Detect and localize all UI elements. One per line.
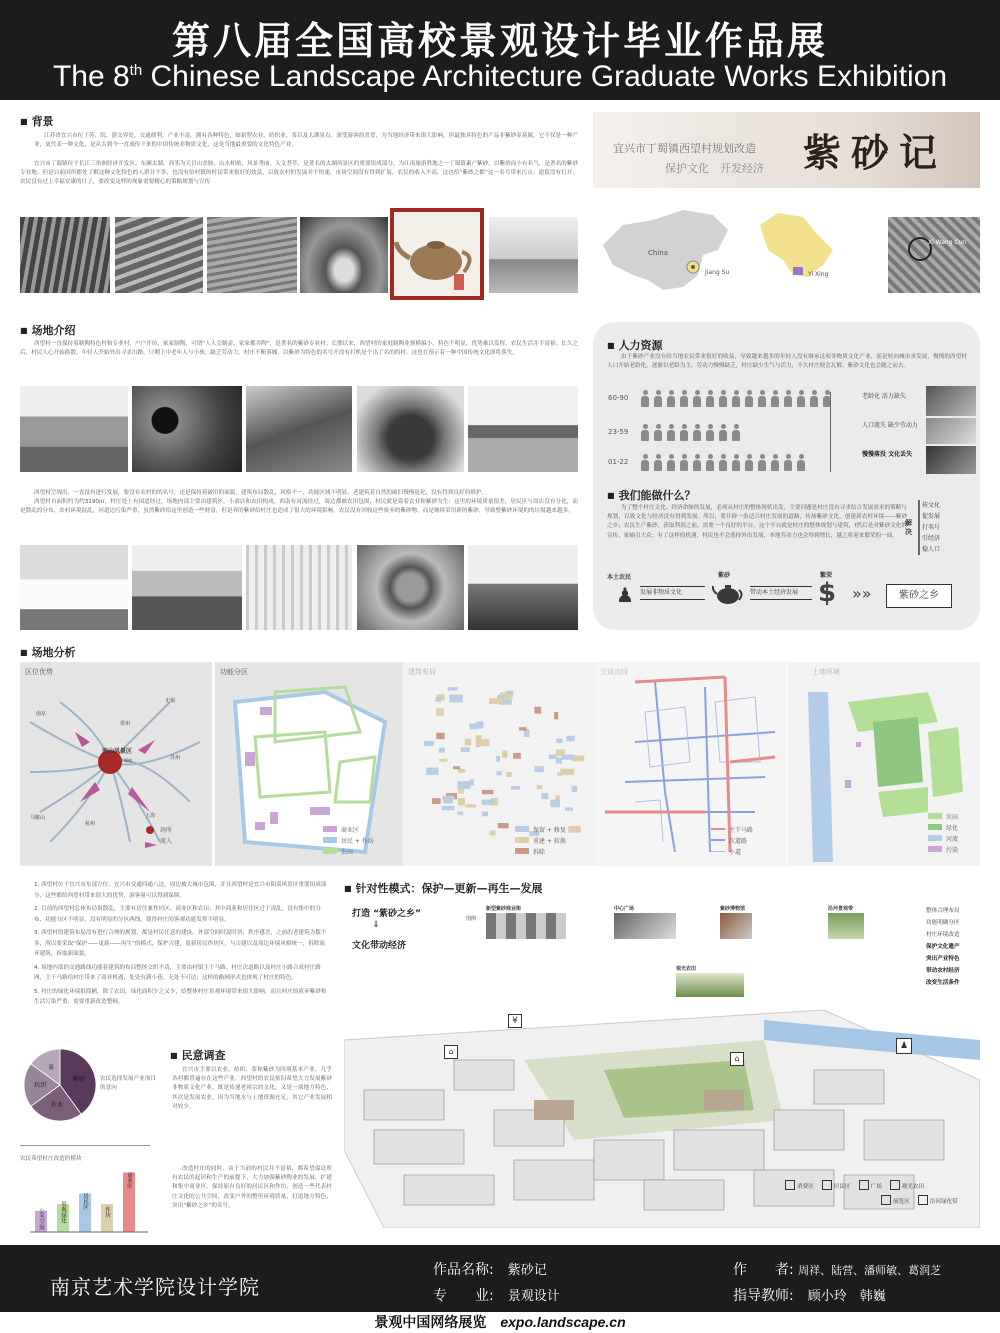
building-block bbox=[568, 826, 581, 833]
label-sightseeing-farm: 观光农田 bbox=[676, 966, 697, 972]
building-block bbox=[476, 739, 490, 746]
label-commercial-street: 新型紫砂商业街 bbox=[486, 906, 522, 912]
person-icon bbox=[640, 424, 650, 441]
photo-riverside bbox=[828, 913, 864, 939]
person-icon bbox=[679, 454, 689, 471]
person-icon bbox=[692, 390, 702, 407]
title-chinese: 第八届全国高校景观设计毕业作品展 bbox=[171, 19, 828, 63]
calligraphy-title: 紫砂记 bbox=[803, 130, 948, 175]
label-nanjing: 南京 bbox=[36, 711, 47, 717]
legend-river-green: 沿河绿化带 bbox=[918, 1195, 958, 1210]
solve-item: 引经济 bbox=[922, 535, 941, 542]
building-block bbox=[534, 707, 541, 714]
map-traffic-flow bbox=[595, 662, 787, 866]
pie-label: 农业 bbox=[50, 1101, 63, 1109]
person-icon bbox=[731, 390, 741, 407]
flow-farmer-label: 本土农民 bbox=[607, 574, 632, 581]
person-icon bbox=[783, 390, 793, 407]
label-suzhou: 苏州 bbox=[170, 755, 181, 761]
legend-land bbox=[928, 812, 958, 856]
flow-boost-economy: 带动本土经济发展 bbox=[750, 586, 812, 600]
person-icon bbox=[653, 454, 663, 471]
person-icon bbox=[705, 454, 715, 471]
age-label-01-22: 01-22 bbox=[608, 458, 629, 466]
legend-inflow: 流入 bbox=[160, 838, 173, 845]
solve-item: 打名号 bbox=[922, 524, 941, 531]
person-icon bbox=[653, 424, 663, 441]
flow-prosper-label: 繁荣 bbox=[820, 572, 833, 579]
building-block bbox=[554, 712, 558, 719]
person-icon bbox=[640, 454, 650, 471]
axonometric-legend bbox=[785, 1180, 975, 1210]
building-block bbox=[565, 807, 573, 810]
legend-rebuild: 重建 + 转换 bbox=[515, 836, 566, 847]
building-block bbox=[542, 793, 549, 799]
legend-secondary-road: 次道路 bbox=[711, 836, 753, 847]
building-block bbox=[519, 727, 527, 730]
photo-village-house bbox=[20, 545, 128, 630]
exhibition-header bbox=[0, 0, 1000, 100]
legend-plaza: 广场 bbox=[859, 1180, 882, 1195]
legend-main-road: 主干马路 bbox=[711, 825, 753, 836]
photo-elderly bbox=[926, 386, 976, 416]
legend-farmland: 农田 bbox=[323, 847, 374, 858]
authors-row: 作 者: 周祥、陆营、潘师敏、葛润芝 bbox=[733, 1262, 942, 1278]
people-icon: ♟ bbox=[896, 1038, 912, 1054]
person-icon bbox=[692, 454, 702, 471]
person-icon bbox=[666, 454, 676, 471]
legend-river: 河流 bbox=[928, 834, 958, 845]
point-1: 1. 西望村位于宜兴市东部方位，宜兴市交通四通八达，周边被大城市包围，并且西望村是宜兴市阳羡风景区重要组成部分，这些都给西望村带来很大的优势，游客量可以得到保障。 bbox=[34, 882, 327, 899]
photo-farmland bbox=[468, 545, 578, 630]
building-block bbox=[502, 750, 507, 757]
bar-label: 商业区 bbox=[126, 1172, 132, 1189]
bar-chart-divider bbox=[20, 1145, 150, 1146]
building-block bbox=[443, 796, 453, 804]
photo-teapots bbox=[357, 386, 464, 472]
building-block bbox=[497, 771, 502, 775]
photo-sightseeing-farm bbox=[676, 973, 744, 997]
legend-farm: 观光农田 bbox=[890, 1180, 924, 1195]
arrows-icon: »» bbox=[852, 584, 872, 603]
bar-chart-title: 农民希望村庄改造的模块 bbox=[20, 1156, 82, 1162]
building-block bbox=[560, 769, 574, 775]
building-block bbox=[534, 766, 543, 772]
building-block bbox=[465, 739, 471, 746]
person-icon bbox=[809, 390, 819, 407]
section-hr-heading: ■ 人力资源 bbox=[607, 337, 663, 353]
project-subtitle: 宜兴市丁蜀镇西望村规划改造 bbox=[613, 142, 756, 155]
person-icon bbox=[653, 390, 663, 407]
person-icon bbox=[744, 454, 754, 471]
building-block bbox=[424, 741, 434, 746]
photo-pottery-waste bbox=[357, 545, 464, 630]
person-icon bbox=[757, 390, 767, 407]
photo-textile-factory bbox=[115, 217, 203, 293]
building-block bbox=[436, 708, 444, 716]
strategy-item: 功能明确分区 bbox=[926, 920, 960, 926]
map-function-zoning bbox=[215, 662, 407, 866]
label-changzhou: 常州 bbox=[120, 721, 131, 727]
legend-residential: 居民 + 作坊 bbox=[323, 836, 374, 847]
strategy-item: 村庄环境改造 bbox=[926, 932, 960, 938]
strategy-item: 整体合理布局 bbox=[926, 908, 960, 914]
photo-harvest-vegetables bbox=[300, 217, 388, 293]
person-icon bbox=[718, 390, 728, 407]
sequence-label: 图例 bbox=[466, 916, 477, 922]
building-block bbox=[537, 785, 542, 789]
person-icon bbox=[679, 390, 689, 407]
hr-paragraph: 由于紫砂产业没有给当地农民带来很好的收益，导致越来越多的年轻人没有继承这项非物质文化产业，而是转向城市求发展，慢慢的西望村人口开始老龄化，逐渐以老龄为主，劳动力慢慢缺乏，村庄缺少生气与活力，不久村庄便会瓦解，紫砂文化也会随之而去。 bbox=[607, 354, 967, 370]
solve-label: 解决 bbox=[905, 519, 912, 536]
building-block bbox=[482, 812, 488, 817]
people-row-60-90 bbox=[640, 390, 835, 408]
building-block bbox=[511, 786, 520, 789]
survey-pie-chart bbox=[20, 1045, 100, 1125]
background-paragraph-1: 江苏省宜兴市位于苏、皖、浙交界处，交通便利，产业丰富，拥有各种特色，如新型农业、纺织业、茶以及太湖景点，深受游客的喜爱，为当地经济带来很大影响，但最独具特色的产品非紫砂壶莫属，它不仅是一种产业，更代表一种文化，是从古到今一直流传下来的中国传统非物质文化，这是当地最重要的文化特色产业。 bbox=[34, 133, 578, 149]
person-icon bbox=[666, 424, 676, 441]
person-icon bbox=[705, 390, 715, 407]
label-china: China bbox=[648, 249, 668, 257]
bar-label: 公共空间 bbox=[38, 1208, 44, 1230]
building-block bbox=[442, 806, 455, 810]
building-block bbox=[457, 812, 463, 815]
farmer-icon: ♟ bbox=[616, 583, 634, 607]
map-land-environment bbox=[788, 662, 980, 866]
building-block bbox=[482, 800, 494, 806]
project-title-card bbox=[593, 112, 980, 188]
wecan-paragraph: 为了整个村庄文化、经济命脉的发展，必须从村庄的整体现状出发，主要问题是村庄没有寻求结合发展需求的策略与规划，以致文化与经济没有得到发展。所以，要开辟一条适合村庄发展的道路，传扬紫砂文化，创建新农村环境——紫砂之乡；农民生产紫砂，获取利润之前，需要一个良好的平台，这个平台就是村庄的整体规划与建筑，f然后是对紫砂文化的宣传，家喻引大众；有了这样的机遇，村民也不会选择外出发展，本地劳动力也会得到增长，越之将迎来繁荣的一面。 bbox=[607, 505, 907, 539]
building-block bbox=[566, 736, 574, 741]
major-row: 专 业: 景观设计 bbox=[433, 1288, 560, 1304]
building-block bbox=[432, 798, 441, 804]
age-label-23-59: 23-59 bbox=[608, 428, 629, 436]
photo-kiln-mouth bbox=[132, 386, 242, 472]
flow-zisha-hometown: 紫砂之乡 bbox=[886, 584, 952, 608]
strategy-list bbox=[926, 905, 960, 989]
bracket-line bbox=[830, 392, 831, 472]
solve-item: 稳人口 bbox=[922, 546, 941, 553]
strategy-item: 保护文化遗产 bbox=[926, 944, 960, 950]
solve-list bbox=[922, 500, 940, 555]
strategy-slogan-2: 文化带动经济 bbox=[352, 941, 407, 951]
photo-pottery-storage bbox=[20, 386, 128, 472]
legend-demolish: 拆除 bbox=[515, 847, 566, 858]
person-icon bbox=[731, 424, 741, 441]
map-location-advantage bbox=[20, 662, 212, 866]
building-block bbox=[572, 786, 578, 792]
strategy-item: 带动农村经济 bbox=[926, 968, 960, 974]
point-3: 3. 西望村的建筑布局没有进行合理的规划，都是村民任意的建设，外部空间时混时挤，秩序感差，之前的老建筑为数不多，所以要采取“保护——更新——再生”的模式，保护古建，更新居民作坊区，与古建以及周边环境风格统一，拆除废弃建筑，拆取新面貌。 bbox=[34, 930, 327, 957]
flow-zisha-label: 紫砂 bbox=[718, 572, 731, 579]
building-block bbox=[436, 733, 444, 739]
person-icon bbox=[640, 390, 650, 407]
photo-museum bbox=[720, 913, 752, 939]
photo-taihu-lake bbox=[489, 217, 578, 293]
building-block bbox=[458, 769, 465, 773]
label-jiangsu: Jiang Su bbox=[705, 269, 730, 276]
flow-develop-culture: 发展非物质文化 bbox=[640, 586, 705, 600]
photo-zisha-teapot bbox=[390, 208, 484, 300]
label-riverside: 沿河景观带 bbox=[828, 906, 854, 912]
legend-function bbox=[323, 825, 374, 858]
survey-paragraph-1: 宜兴市主要以农业、纺织、茶和紫砂为四项基本产业，几乎各村都普遍存在这些产业，西望村的农民依旧希望大力发展紫砂非物质文化产业，既是传递老祖宗的文化，又是一项地方特色，其次是发展农业，因为当地水与土地资源充足，其它产业发展相对较少。 bbox=[172, 1067, 332, 1110]
yen-icon: ¥ bbox=[508, 1014, 522, 1028]
site-paragraph-2: 西望村呈现出，一直没有进行发展，要没有农村的的名号，还是保持着破旧的面貌，建筑布局散乱，风格不一，功能区域不明显，老建筑着自然的破旧慢慢退化，没有得到良好的维护。 bbox=[34, 490, 488, 496]
building-block bbox=[448, 687, 458, 690]
building-block bbox=[439, 759, 447, 762]
legend-exhibition: 展览区 bbox=[881, 1195, 910, 1210]
people-row-23-59 bbox=[640, 424, 744, 442]
pie-label: 紫砂 bbox=[72, 1075, 85, 1083]
section-wecan-heading: ■ 我们能做什么？ bbox=[607, 487, 696, 503]
building-block bbox=[469, 723, 478, 729]
label-hangzhou: 杭州 bbox=[85, 821, 96, 827]
legend-row bbox=[785, 1195, 975, 1210]
legend-row bbox=[785, 1180, 975, 1195]
map-title-function: 功能分区 bbox=[220, 668, 248, 676]
legend-site: 场所 bbox=[160, 827, 173, 834]
title-english: The 8th Chinese Landscape Architecture Graduate Works Exhibition bbox=[52, 60, 948, 93]
label-wuxi: 无锡 bbox=[165, 698, 176, 704]
building-block bbox=[562, 754, 575, 759]
person-icon bbox=[718, 454, 728, 471]
legend-pollution: 污染 bbox=[928, 845, 958, 856]
legend-residence: 居民区 bbox=[822, 1180, 851, 1195]
bar-label: 作坊 bbox=[104, 1206, 110, 1218]
pie-note: 农民选择发展产业项目的意向 bbox=[100, 1076, 156, 1091]
photo-central-plaza bbox=[614, 913, 676, 939]
site-paragraph-1: 西望村一直保持着制陶特色村和专业村，户户开坊，家家制陶，可谓“人人会制壶，家家都弄陶”，是著名的紫砂专业村；长期以来，西望村的家庭制陶业规模偏小，特色不明显，优势难以发挥，农民生活并不富裕；长久之后，村民人心开始涣散，年轻人开始外出寻求出路，只剩下中老年人与小孩，缺乏劳动力，村庄不断落魄，以紫砂为特色的名号开没有打机是个出了名的的村。这也在预示着一种中国传统文化即将落失。 bbox=[20, 341, 578, 357]
legend-greenery: 绿化 bbox=[928, 823, 958, 834]
label-dingshu: 丁蜀镇 bbox=[120, 758, 132, 763]
building-block bbox=[504, 695, 513, 699]
legend-farmland: 农田 bbox=[928, 812, 958, 823]
building-block bbox=[426, 768, 438, 775]
section-strategy-heading: ■ 针对性模式：保护—更新—再生—发展 bbox=[344, 880, 543, 896]
building-block bbox=[556, 739, 562, 743]
person-icon bbox=[796, 454, 806, 471]
down-arrow-icon: ⇓ bbox=[372, 920, 380, 930]
label-shanghai: 上海 bbox=[145, 813, 156, 819]
legend-buildings bbox=[515, 825, 566, 858]
building-block bbox=[458, 798, 465, 806]
point-4: 4. 场地内部的交通路线功能着建筑的布局整体交织不清，主要由村镇主干马路、村庄次道路以及村庄小路合成村庄路网，主干马路给村庄带来了商业机遇，处处有满小巷，无处不可达；这样的路网形式也体现了村庄的特色。 bbox=[34, 964, 321, 981]
label-museum: 紫砂博物馆 bbox=[720, 906, 746, 912]
photo-craftsmen bbox=[246, 386, 352, 472]
building-block bbox=[496, 756, 500, 762]
survey-bar-chart bbox=[30, 1160, 150, 1235]
house-icon: ⌂ bbox=[444, 1045, 458, 1059]
school-name: 南京艺术学院设计学院 bbox=[50, 1275, 260, 1299]
label-xiwangcun: Xi Wang Cun bbox=[928, 239, 967, 246]
site-paragraph-3: 西望村自面积约为约3190㎡，村庄处上有国道经过，场地内部主要由建筑区、小商店和农田构成，西南有河流经过，周边都被农田包围，村民就是靠着农业和紫砂为生：这里的环境质量很差，居民区与商店没有分化，而是散乱的分布，农村环境混乱，河道边污染严重，虽然紫砂给这里创造一些财富，但是弃的紫砂给村庄也造成了很大的环境影响，农民没有回收这些废弃的紫砂物，而是继续采用新的紫砂，导致整紫砂环境的的垃圾越来越多。 bbox=[20, 499, 578, 515]
building-block bbox=[469, 779, 474, 785]
section-background-heading: ■ 背景 bbox=[20, 113, 54, 129]
person-icon bbox=[757, 454, 767, 471]
people-row-01-22 bbox=[640, 454, 809, 472]
strategy-item: 突出产业特色 bbox=[926, 956, 960, 962]
person-icon bbox=[679, 424, 689, 441]
building-block bbox=[506, 772, 511, 777]
person-icon bbox=[731, 454, 741, 471]
building-block bbox=[482, 790, 493, 794]
strategy-item: 改变生活条件 bbox=[926, 980, 960, 986]
building-block bbox=[461, 747, 470, 752]
photo-empty-workshop bbox=[926, 418, 976, 444]
project-slogan: 保护文化 开发经济 bbox=[665, 162, 764, 175]
building-block bbox=[453, 766, 460, 769]
solve-item: 传文化 bbox=[922, 502, 941, 509]
building-block bbox=[449, 695, 462, 703]
person-icon bbox=[796, 390, 806, 407]
building-block bbox=[490, 830, 496, 835]
map-satellite-xiwangcun bbox=[888, 217, 980, 293]
map-china bbox=[593, 205, 738, 297]
pie-label: 纺织 bbox=[34, 1082, 47, 1089]
note-culture-loss: 慢慢落没 文化丢失 bbox=[862, 451, 913, 458]
solve-item: 促发展 bbox=[922, 513, 941, 520]
building-block bbox=[466, 804, 477, 807]
strategy-slogan: 打造 “紫砂之乡” bbox=[352, 909, 421, 919]
map-jiangsu bbox=[748, 205, 880, 297]
bar-label: 景观绿化 bbox=[60, 1201, 66, 1223]
photo-commercial-street bbox=[486, 913, 566, 939]
section-analysis-heading: ■ 场地分析 bbox=[20, 644, 76, 660]
pie-label: 茶 bbox=[48, 1064, 55, 1072]
building-block bbox=[457, 781, 470, 789]
note-population-loss: 人口流失 缺少劳动力 bbox=[862, 422, 918, 429]
solve-bracket bbox=[918, 500, 920, 555]
person-icon bbox=[666, 390, 676, 407]
label-central-plaza: 中心广场 bbox=[614, 906, 635, 912]
section-survey-heading: ■ 民意调查 bbox=[170, 1047, 226, 1063]
photo-kiln-rows bbox=[20, 217, 110, 293]
person-icon bbox=[783, 454, 793, 471]
background-paragraph-2: 宜兴市丁蜀镇位于长江三角洲经济开发区，东濒太湖，西邻为天目山余脉，山水相依，风景秀丽，人文荟萃，是著名的太湖风景区的重要组成部分，为江南旅游胜地之一丁蜀镇素产紫砂，以紫砂而小有名气，是著名的紫砂专业地。但是目前因所都处了解这种文化特色的人群并不多，也没有给村镇的村民带来很好的效益，以致农村的发展并不快速，市场空间没有得到扩展，农民的收入不高，这也给“紫砂之都”这一名号带来污点：遗留没有打开，农民没有过上幸福安康的日子，要改变这样的现象需要精心的策略规划与宣传 bbox=[20, 161, 578, 186]
bar-label: 居民区 bbox=[82, 1193, 88, 1210]
label-maanshan: 马鞍山 bbox=[30, 815, 46, 821]
label-yixing: Yi Xing bbox=[808, 271, 829, 278]
building-block bbox=[557, 772, 562, 776]
person-icon bbox=[744, 390, 754, 407]
building-block bbox=[489, 698, 503, 704]
photo-tea-room bbox=[468, 386, 578, 472]
legend-consumption: 消费区 bbox=[785, 1180, 814, 1195]
teapot-icon bbox=[712, 580, 744, 610]
expo-banner: 景观中国网络展览 expo.landscape.cn bbox=[0, 1312, 1000, 1333]
map-building-layout bbox=[403, 662, 595, 866]
legend-path: 小道 bbox=[711, 847, 753, 858]
dollar-icon: $ bbox=[818, 578, 837, 608]
building-block bbox=[513, 753, 521, 759]
building-block bbox=[498, 823, 509, 828]
person-icon bbox=[718, 424, 728, 441]
age-label-60-90: 60-90 bbox=[608, 394, 629, 402]
building-block bbox=[555, 795, 560, 800]
building-block bbox=[550, 800, 560, 808]
person-icon bbox=[770, 454, 780, 471]
person-icon bbox=[705, 424, 715, 441]
person-icon bbox=[692, 424, 702, 441]
legend-traffic bbox=[711, 825, 753, 858]
work-name-row: 作品名称: 紫砂记 bbox=[433, 1262, 547, 1278]
building-block bbox=[439, 748, 445, 753]
point-5: 5. 村庄的绿化环境很简陋，除了农田，绿化面积少之又少，给整体村庄景观环境带来很大影响，而且村庄的废弃紫砂和生活污染严重，需要重新改造整顿。 bbox=[34, 988, 327, 1005]
photo-children bbox=[926, 446, 976, 474]
label-nanshan: 南山风景区 bbox=[102, 748, 133, 755]
photo-village-road bbox=[132, 545, 242, 630]
legend-location bbox=[160, 825, 172, 847]
legend-commercial: 商业区 bbox=[323, 825, 374, 836]
building-block bbox=[435, 697, 441, 702]
survey-paragraph-2: 改造村庄的同时，由于当前的村民并不富裕，都希望保证所有农民的起居和生产的前提下，大力加强紫砂陶业的发展，扩建和集中商业区，保持原有良好的居民区和作坊，创造一些代表村庄文化的公共空间，改变户外的整里环境质量，打造地方特色，突出“紫砂之乡”的名号。 bbox=[172, 1166, 332, 1209]
point-2: 2. 目前的西望村总体布局很散乱，主要有居住兼作坊区、商业区和农田；其中商业和居住区过于凌乱，没有集中的分布，功能分区不明显，没有明显的分区两线，使得村庄的客观功能发挥不明显。 bbox=[34, 906, 321, 923]
teachers-row: 指导教师: 顾小玲 韩巍 bbox=[733, 1288, 886, 1304]
house-icon: ⌂ bbox=[730, 1052, 744, 1066]
photo-winter-trees bbox=[246, 545, 352, 630]
map-title-location: 区位优势 bbox=[25, 668, 53, 676]
legend-preserve: 保留 + 修复 bbox=[515, 825, 566, 836]
person-icon bbox=[770, 390, 780, 407]
analysis-points bbox=[34, 880, 330, 1008]
photo-tea-field bbox=[207, 217, 297, 293]
note-aging: 老龄化 活力缺失 bbox=[862, 393, 906, 400]
section-site-heading: ■ 场地介绍 bbox=[20, 322, 76, 338]
